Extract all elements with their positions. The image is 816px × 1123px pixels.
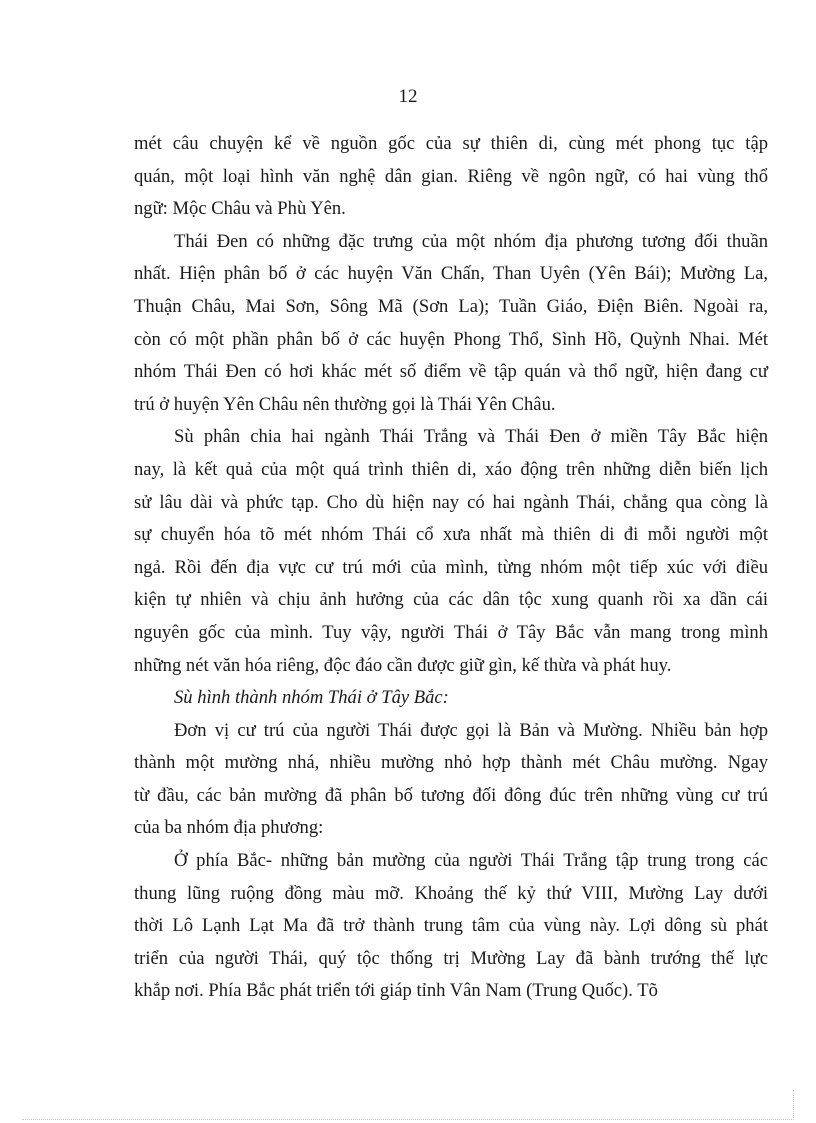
- text-line: sử lâu dài và phức tạp. Cho dù hiện nay có hai ngành Thái, chẳng qua còng là: [134, 491, 768, 513]
- page-number: 12: [398, 86, 418, 107]
- text-line: khắp nơi. Phía Bắc phát triển tới giáp tỉnh Vân Nam (Trung Quốc). Tõ: [134, 980, 658, 1002]
- paragraph: [134, 715, 768, 845]
- text-line: mét câu chuyện kể về nguồn gốc của sự thiên di, cùng mét phong tục tập: [134, 133, 768, 154]
- text-line: triển của người Thái, quý tộc thống trị Mường Lay đã bành trướng thế lực: [134, 947, 768, 969]
- page-border-right: [793, 1090, 794, 1120]
- body-text: [134, 128, 768, 1008]
- paragraph: [134, 128, 768, 226]
- text-line: Sù phân chia hai ngành Thái Trắng và Thái Đen ở miền Tây Bắc hiện: [174, 426, 768, 448]
- paragraph: [134, 421, 768, 682]
- paragraph: [134, 226, 768, 422]
- text-line: thành một mường nhá, nhiều mường nhỏ hợp thành mét Châu mường. Ngay: [134, 752, 768, 774]
- text-line: ngả. Rồi đến địa vực cư trú mới của mình, từng nhóm một tiếp xúc với điều: [134, 556, 768, 578]
- text-line: thung lũng ruộng đồng màu mỡ. Khoảng thế kỷ thứ VIII, Mường Lay dưới: [134, 882, 768, 904]
- text-line: từ đầu, các bản mường đã phân bố tương đối đông đúc trên những vùng cư trú: [134, 784, 768, 806]
- text-line: của ba nhóm địa phương:: [134, 817, 324, 839]
- text-line: Thuận Châu, Mai Sơn, Sông Mã (Sơn La); Tuần Giáo, Điện Biên. Ngoài ra,: [134, 295, 768, 317]
- text-line: quán, một loại hình văn nghệ dân gian. Riêng về ngôn ngữ, có hai vùng thổ: [134, 165, 768, 187]
- text-line: nay, là kết quả của một quá trình thiên di, xáo động trên những diễn biến lịch: [134, 458, 768, 480]
- text-line: nguyên gốc của mình. Tuy vậy, người Thái ở Tây Bắc vẫn mang trong mình: [134, 621, 768, 643]
- text-line: nhóm Thái Đen có hơi khác mét số điểm về tập quán và thổ ngữ, hiện đang cư: [134, 361, 768, 383]
- text-line: trú ở huyện Yên Châu nên thường gọi là Thái Yên Châu.: [134, 393, 556, 415]
- page-border-bottom: [22, 1119, 794, 1120]
- text-line: sự chuyển hóa tõ mét nhóm Thái cổ xưa nhất mà thiên di đi mỗi người một: [134, 524, 768, 546]
- text-line: ngữ: Mộc Châu và Phù Yên.: [134, 198, 346, 220]
- text-line: Đơn vị cư trú của người Thái được gọi là Bản và Mường. Nhiều bản hợp: [174, 719, 768, 741]
- text-line: thời Lô Lạnh Lạt Ma đã trở thành trung tâm của vùng này. Lợi dông sù phát: [134, 915, 768, 937]
- section-heading: [134, 682, 768, 715]
- text-line: Thái Đen có những đặc trưng của một nhóm địa phương tương đối thuần: [174, 230, 768, 252]
- text-line: kiện tự nhiên và chịu ảnh hưởng của các dân tộc xung quanh rồi xa dần cái: [134, 589, 768, 611]
- text-line: Ở phía Bắc- những bản mường của người Thái Trắng tập trung trong các: [174, 850, 768, 872]
- text-line: còn có một phần phân bố ở các huyện Phong Thổ, Sình Hồ, Quỳnh Nhai. Mét: [134, 328, 768, 350]
- text-line: nhất. Hiện phân bố ở các huyện Văn Chấn, Than Uyên (Yên Bái); Mường La,: [134, 263, 768, 285]
- paragraph: [134, 845, 768, 1008]
- text-line: những nét văn hóa riêng, độc đáo cần được giữ gìn, kế thừa và phát huy.: [134, 654, 672, 676]
- text-line: Sù hình thành nhóm Thái ở Tây Bắc:: [174, 687, 449, 709]
